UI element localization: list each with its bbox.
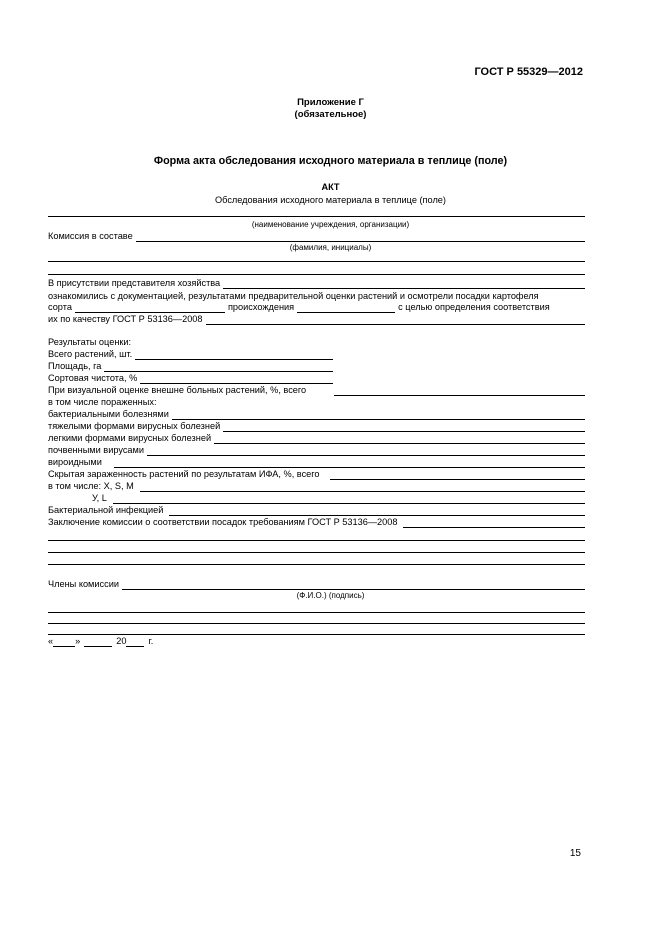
soil-viruses-line[interactable] xyxy=(147,447,585,456)
appendix-title: Приложение Г xyxy=(297,97,364,108)
conclusion-line-4[interactable] xyxy=(48,564,585,565)
viroids-row xyxy=(48,457,585,468)
commission-line-3[interactable] xyxy=(48,274,585,275)
sort-line[interactable] xyxy=(75,304,225,313)
commission-line-2[interactable] xyxy=(48,261,585,262)
bact-inf-label: Бактериальной инфекцией xyxy=(48,505,164,515)
date-suffix: г. xyxy=(148,636,154,646)
conclusion-label: Заключение комиссии о соответствии посадок требованиям ГОСТ Р 53136—2008 xyxy=(48,517,398,527)
commission-row xyxy=(48,231,585,242)
purpose-label: с целью определения соответствия xyxy=(398,302,550,312)
bacterial-row xyxy=(48,409,585,420)
mild-viral-line[interactable] xyxy=(214,435,585,444)
soil-viruses-label: почвенными вирусами xyxy=(48,445,144,455)
quality-row xyxy=(48,314,585,325)
conclusion-line[interactable] xyxy=(403,519,585,528)
conclusion-line-2[interactable] xyxy=(48,540,585,541)
commission-label: Комиссия в составе xyxy=(48,231,133,241)
results-heading: Результаты оценки: xyxy=(48,337,132,347)
purity-label: Сортовая чистота, % xyxy=(48,373,138,383)
members-line[interactable] xyxy=(122,581,585,590)
severe-viral-line[interactable] xyxy=(223,423,585,432)
area-line[interactable] xyxy=(104,363,333,372)
yl-row xyxy=(48,493,585,504)
xsm-line[interactable] xyxy=(140,483,585,492)
hidden-row xyxy=(48,469,585,480)
bact-inf-row xyxy=(48,505,585,516)
yl-label: У, L xyxy=(92,493,107,503)
date-month-line[interactable] xyxy=(84,638,112,647)
quality-line[interactable] xyxy=(206,316,585,325)
sort-row xyxy=(48,302,585,313)
yl-line[interactable] xyxy=(113,495,585,504)
hidden-line[interactable] xyxy=(330,471,585,480)
sort-label: сорта xyxy=(48,302,72,312)
date-year-line[interactable] xyxy=(126,638,144,647)
total-plants-line[interactable] xyxy=(135,351,333,360)
members-line-2[interactable] xyxy=(48,612,585,613)
purity-line[interactable] xyxy=(140,375,333,384)
members-row xyxy=(48,579,585,590)
viroids-line[interactable] xyxy=(114,459,585,468)
visual-label: При визуальной оценке внешне больных растений, %, всего xyxy=(48,385,307,395)
total-plants-row xyxy=(48,349,333,360)
date-close-quote: » xyxy=(75,636,81,646)
members-line-4[interactable] xyxy=(48,634,585,635)
viroids-label: вироидными xyxy=(48,457,102,467)
page-number: 15 xyxy=(569,848,581,859)
including-label: в том числе пораженных: xyxy=(48,397,157,407)
conclusion-row xyxy=(48,517,585,528)
date-row xyxy=(48,636,188,647)
org-line[interactable] xyxy=(48,216,585,217)
visual-row xyxy=(48,385,585,396)
mild-viral-label: легкими формами вирусных болезней xyxy=(48,433,212,443)
form-title: Форма акта обследования исходного материала в теплице (поле) xyxy=(153,155,508,167)
xsm-row xyxy=(48,481,585,492)
members-line-3[interactable] xyxy=(48,623,585,624)
org-caption: (наименование учреждения, организации) xyxy=(251,220,410,229)
soil-viruses-row xyxy=(48,445,585,456)
area-row xyxy=(48,361,333,372)
date-year-prefix: 20 xyxy=(116,636,127,646)
appendix-status: (обязательное) xyxy=(294,109,367,120)
quality-label: их по качеству ГОСТ Р 53136—2008 xyxy=(48,314,203,324)
bact-inf-line[interactable] xyxy=(169,507,585,516)
severe-viral-label: тяжелыми формами вирусных болезней xyxy=(48,421,221,431)
severe-viral-row xyxy=(48,421,585,432)
standard-number: ГОСТ Р 55329—2012 xyxy=(474,66,583,78)
bacterial-label: бактериальными болезнями xyxy=(48,409,169,419)
date-day-line[interactable] xyxy=(53,638,75,647)
bacterial-line[interactable] xyxy=(172,411,585,420)
purity-row xyxy=(48,373,333,384)
total-plants-label: Всего растений, шт. xyxy=(48,349,133,359)
members-label: Члены комиссии xyxy=(48,579,119,589)
commission-line[interactable] xyxy=(136,233,585,242)
hidden-label: Скрытая зараженность растений по результатам ИФА, %, всего xyxy=(48,469,320,479)
xsm-label: в том числе: X, S, M xyxy=(48,481,134,491)
mild-viral-row xyxy=(48,433,585,444)
presence-row xyxy=(48,278,585,289)
act-subtitle: Обследования исходного материала в теплице (поле) xyxy=(215,195,446,205)
area-label: Площадь, га xyxy=(48,361,102,371)
presence-label: В присутствии представителя хозяйства xyxy=(48,278,221,288)
names-caption: (фамилия, инициалы) xyxy=(289,243,372,252)
familiarized-text: ознакомились с документацией, результатами предварительной оценки растений и осмотрели посадки картофеля xyxy=(48,291,539,301)
fio-caption: (Ф.И.О.) (подпись) xyxy=(296,591,365,600)
visual-line[interactable] xyxy=(334,387,585,396)
origin-line[interactable] xyxy=(297,304,395,313)
presence-line[interactable] xyxy=(223,280,585,289)
date-open-quote: « xyxy=(48,636,54,646)
origin-label: происхождения xyxy=(227,302,295,312)
conclusion-line-3[interactable] xyxy=(48,552,585,553)
act-title: АКТ xyxy=(321,182,340,192)
